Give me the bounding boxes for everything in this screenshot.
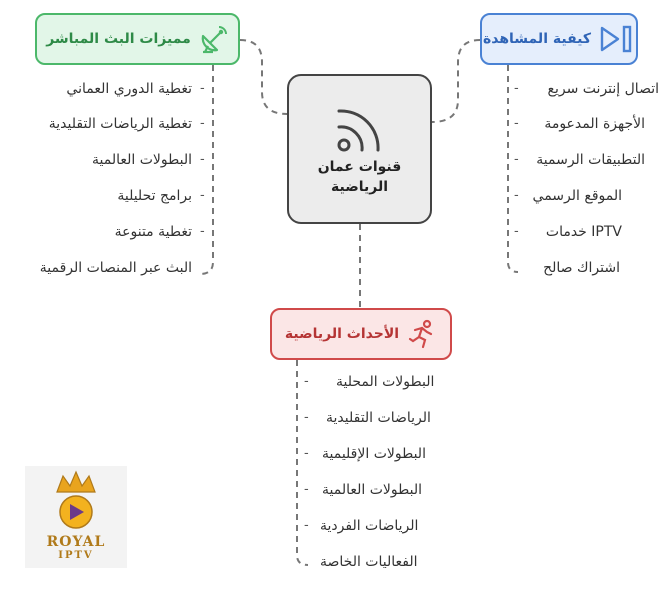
connector-how-to-watch [432, 40, 480, 122]
central-topic-title-line1: قنوات عمان [317, 159, 402, 175]
list-bullet: - [200, 152, 205, 167]
list-bullet: - [200, 81, 205, 96]
live-features-item: البطولات العالمية [92, 152, 192, 168]
list-bullet: - [304, 518, 309, 533]
how-to-watch-node [480, 13, 638, 65]
live-features-item: تغطية الرياضات التقليدية [48, 116, 192, 132]
how-to-watch-item: اشتراك صالح [543, 260, 620, 276]
list-bullet: - [514, 152, 519, 167]
central-topic-title-line2: الرياضية [330, 179, 388, 195]
list-bullet: - [514, 116, 519, 131]
list-bullet: - [304, 410, 309, 425]
running-icon [407, 319, 437, 349]
list-bullet: - [304, 482, 309, 497]
sports-events-item: الرياضات التقليدية [326, 410, 431, 426]
live-features-item: برامج تحليلية [117, 188, 192, 204]
rss-icon [332, 101, 388, 157]
crown-play-emblem [25, 466, 127, 536]
sports-events-item: البطولات العالمية [322, 482, 422, 498]
live-features-item: تغطية الدوري العماني [66, 81, 192, 97]
sports-events-item: البطولات الإقليمية [322, 446, 426, 462]
how-to-watch-list-spine [508, 65, 518, 272]
sports-events-item: الفعاليات الخاصة [320, 554, 418, 570]
list-bullet: - [200, 116, 205, 131]
list-bullet: - [200, 188, 205, 203]
sports-events-item: الرياضات الفردية [320, 518, 419, 534]
live-features-item: البث عبر المنصات الرقمية [39, 260, 192, 276]
list-bullet: - [514, 81, 519, 96]
live-features-item: تغطية متنوعة [114, 224, 192, 240]
royal-iptv-logo [25, 466, 127, 568]
how-to-watch-item: التطبيقات الرسمية [536, 152, 645, 168]
list-bullet: - [200, 224, 205, 239]
how-to-watch-item: IPTV خدمات [545, 224, 622, 240]
list-bullet: - [514, 224, 519, 239]
connector-live-features [240, 40, 287, 114]
list-bullet: - [514, 188, 519, 203]
logo-text-royal: ROYAL [46, 534, 106, 550]
live-features-node [35, 13, 240, 65]
how-to-watch-item: اتصال إنترنت سريع [547, 81, 659, 97]
list-bullet: - [304, 374, 309, 389]
sports-events-item: البطولات المحلية [336, 374, 435, 390]
play-icon [599, 24, 635, 54]
sports-events-list-spine [297, 360, 308, 565]
how-to-watch-item: الأجهزة المدعومة [544, 116, 645, 132]
sports-events-node [270, 308, 452, 360]
sports-events-title: الأحداث الرياضية [284, 326, 400, 342]
how-to-watch-item: الموقع الرسمي [532, 188, 622, 204]
list-bullet: - [304, 446, 309, 461]
central-topic-node [287, 74, 432, 224]
logo-text-iptv: IPTV [58, 550, 94, 561]
how-to-watch-title: كيفية المشاهدة [482, 31, 591, 47]
live-features-list-spine [200, 65, 213, 274]
live-features-title: مميزات البث المباشر [46, 31, 191, 47]
satellite-dish-icon [199, 24, 229, 54]
